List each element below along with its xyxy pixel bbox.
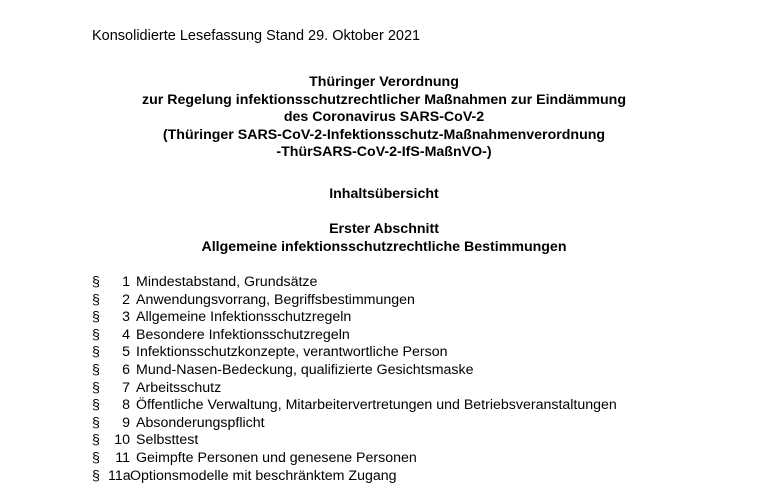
toc-item-number: 7: [122, 379, 130, 396]
toc-list: [92, 274, 617, 485]
toc-item-label: Geimpfte Personen und genesene Personen: [136, 449, 417, 466]
paragraph-symbol: §: [92, 467, 100, 484]
toc-item-number: 8: [122, 397, 130, 414]
toc-item: [92, 274, 617, 292]
paragraph-symbol: §: [92, 344, 100, 361]
paragraph-symbol: §: [92, 361, 100, 378]
toc-item: [92, 450, 617, 468]
paragraph-symbol: §: [92, 449, 100, 466]
toc-item-label: Infektionsschutzkonzepte, verantwortliche Person: [136, 344, 448, 361]
toc-item-label: Öffentliche Verwaltung, Mitarbeitervertretungen und Betriebsveranstaltungen: [136, 397, 617, 414]
toc-item: [92, 327, 617, 345]
toc-item-number: 4: [122, 326, 130, 343]
paragraph-symbol: §: [92, 414, 100, 431]
toc-item-number: 2: [122, 291, 130, 308]
paragraph-symbol: §: [92, 291, 100, 308]
toc-item-number: 6: [122, 361, 130, 378]
document-title: [0, 74, 768, 162]
title-line: (Thüringer SARS-CoV-2-Infektionsschutz-Maßnahmenverordnung: [162, 126, 606, 143]
toc-item-label: Selbsttest: [136, 432, 199, 449]
section-heading: [0, 221, 768, 256]
consolidation-note: Konsolidierte Lesefassung Stand 29. Oktober 2021: [92, 28, 421, 44]
title-line: Thüringer Verordnung: [309, 74, 459, 90]
section-number: Erster Abschnitt: [329, 221, 439, 237]
title-line: des Coronavirus SARS-CoV-2: [283, 109, 485, 126]
title-line: -ThürSARS-CoV-2-IfS-MaßnVO-): [276, 144, 492, 161]
toc-item-number: 11: [115, 449, 130, 466]
toc-item-label: Absonderungspflicht: [136, 414, 265, 431]
toc-item-label: Mund-Nasen-Bedeckung, qualifizierte Gesichtsmaske: [136, 361, 474, 378]
toc-item: [92, 309, 617, 327]
paragraph-symbol: §: [92, 379, 100, 396]
toc-item-number: 3: [122, 309, 130, 326]
paragraph-symbol: §: [92, 309, 100, 326]
toc-item-label: Arbeitsschutz: [136, 379, 222, 396]
toc-item: [92, 415, 617, 433]
title-line: zur Regelung infektionsschutzrechtlicher Maßnahmen zur Eindämmung: [141, 91, 626, 108]
toc-item-number: 5: [122, 344, 130, 361]
section-title: Allgemeine infektionsschutzrechtliche Bestimmungen: [201, 238, 567, 255]
toc-item: [92, 468, 617, 485]
toc-heading-text: Inhaltsübersicht: [329, 186, 439, 202]
paragraph-symbol: §: [92, 397, 100, 414]
toc-item-label: Anwendungsvorrang, Begriffsbestimmungen: [136, 291, 415, 308]
toc-item-number: 11a: [108, 467, 131, 484]
paragraph-symbol: §: [92, 432, 100, 449]
paragraph-symbol: §: [92, 326, 100, 343]
toc-item: [92, 292, 617, 310]
toc-item: [92, 432, 617, 450]
toc-item: [92, 380, 617, 398]
toc-item-label: Optionsmodelle mit beschränktem Zugang: [130, 467, 397, 484]
toc-heading: [0, 186, 768, 204]
paragraph-symbol: §: [92, 274, 100, 290]
toc-item-number: 1: [122, 274, 130, 290]
toc-item: [92, 344, 617, 362]
toc-item-label: Mindestabstand, Grundsätze: [136, 274, 318, 290]
toc-item-number: 10: [114, 432, 130, 449]
toc-item: [92, 397, 617, 415]
toc-item-label: Allgemeine Infektionsschutzregeln: [136, 309, 352, 326]
toc-item: [92, 362, 617, 380]
toc-item-number: 9: [122, 414, 130, 431]
toc-item-label: Besondere Infektionsschutzregeln: [136, 326, 350, 343]
